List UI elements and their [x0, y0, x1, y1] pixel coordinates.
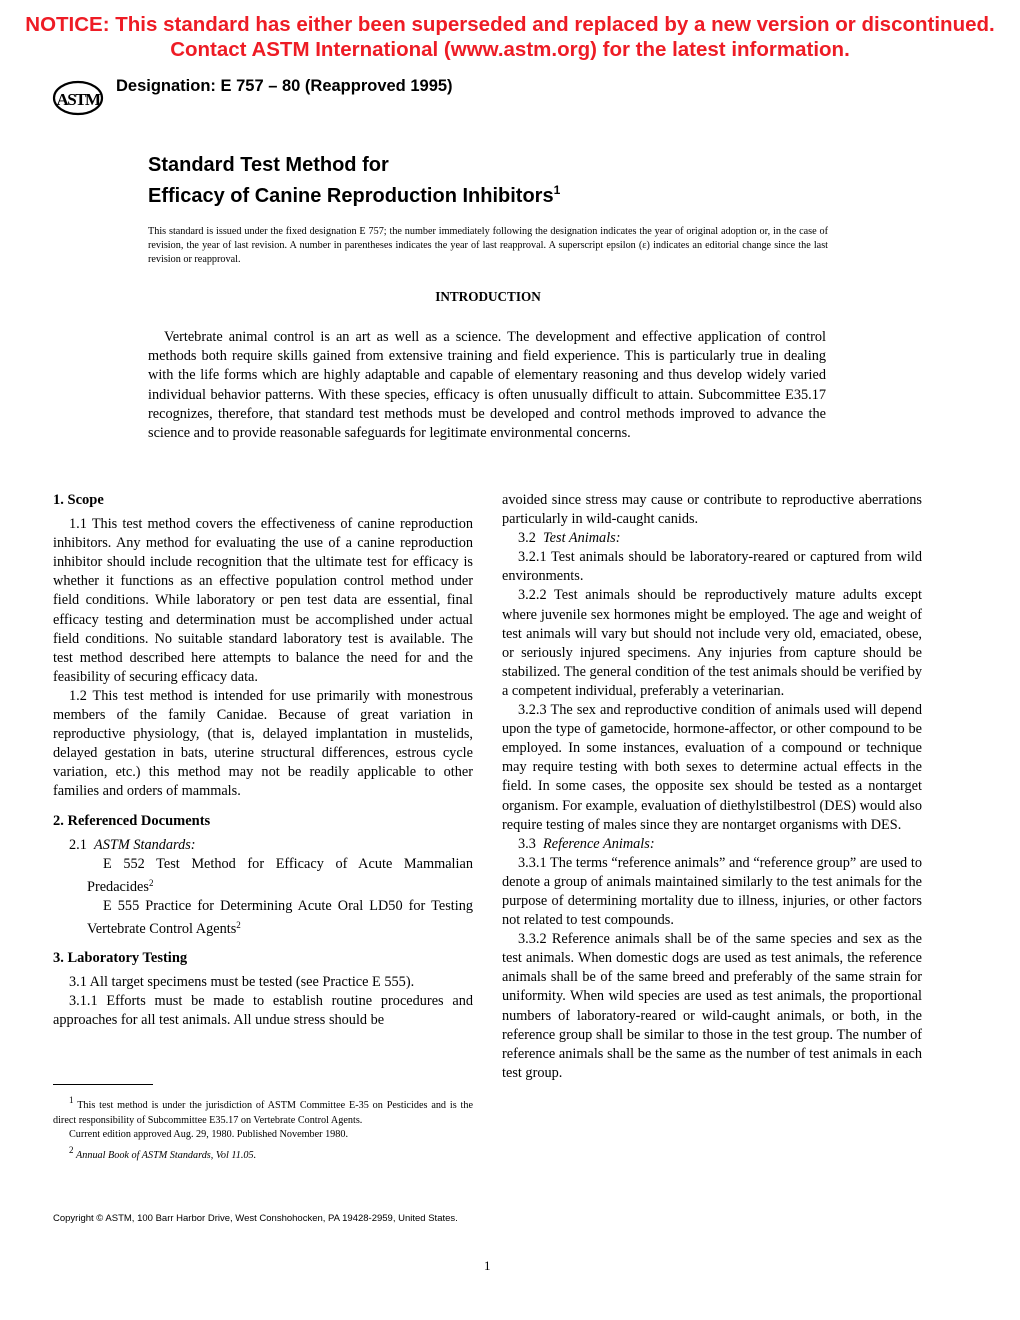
title-footnote-mark: 1: [553, 183, 561, 197]
astm-logo-icon: [52, 80, 104, 116]
notice-line-1: NOTICE: This standard has either been superseded and replaced by a new version or discontinued.: [25, 13, 995, 36]
supersession-notice: [0, 12, 1020, 62]
paragraph-3-2-2: 3.2.2 Test animals should be reproductively mature adults except where juvenile sex hormones might be employed. The age and weight of test animals will vary but should not include very old, emaciated, obese, or seriously injured specimens. Any injuries from capture should be stabilized. The general condition of the test animals should be verified by a competent individual, preferably a veterinarian.: [502, 587, 922, 699]
paragraph-3-2-1: 3.2.1 Test animals should be laboratory-reared or captured from wild environments.: [502, 549, 922, 585]
paragraph-1-2: 1.2 This test method is intended for use primarily with monestrous members of the family Canidae. Because of great variation in reproductive physiology, (that is, delayed implantation in mustelids, delayed gestation in bats, uterine structural differences, estrous cycle variation, etc.) this method may not be readily applicable to other families and orders of mammals.: [53, 687, 473, 800]
paragraph-3-1-1: 3.1.1 Efforts must be made to establish routine procedures and approaches for all test animals. All undue stress should be: [53, 993, 473, 1029]
notice-line-2: Contact ASTM International (www.astm.org) for the latest information.: [170, 38, 850, 61]
footnote-1-edition: Current edition approved Aug. 29, 1980. Published November 1980.: [69, 1129, 348, 1140]
paragraph-3-1: 3.1 All target specimens must be tested (see Practice E 555).: [69, 974, 415, 991]
reference-e552: E 552 Test Method for Efficacy of Acute Mammalian Predacides$^2$: [87, 855, 473, 895]
section-heading-laboratory-testing: 3. Laboratory Testing: [53, 950, 188, 967]
paragraph-3-2: 3.2 Test Animals:: [518, 530, 621, 547]
introduction-heading: INTRODUCTION: [435, 289, 541, 304]
section-heading-referenced-documents: 2. Referenced Documents: [53, 812, 211, 829]
paragraph-1-1: 1.1 This test method covers the effectiveness of canine reproduction inhibitors. Any method for evaluating the use of a canine reproduction inhibitor should include recognition that the ultimate test for efficacy is whether it functions as an effective population control method under field conditions. While laboratory or pen test data are essential, final efficacy testing and determination must be accomplished under actual field conditions. No suitable standard laboratory test is available. The test method described here attempts to balance the need for and the feasibility of securing efficacy data.: [53, 516, 473, 685]
introduction-text: Vertebrate animal control is an art as well as a science. The development and effective application of control methods both require skills gained from extensive training and field experience. This is particularly true in dealing with the life forms which are highly adaptable and capable of elementary reasoning and thus develop widely varied individual behavior patterns. With these species, efficacy is often unusually difficult to attain. Subcommittee E35.17 recognizes, therefore, that standard test methods must be developed and control methods improved to advance the science and to provide reasonable safeguards for legitimate environmental concerns.: [148, 329, 826, 442]
paragraph-3-3-2: 3.3.2 Reference animals shall be of the same species and sex as the test animals. When domestic dogs are used as test animals, the reference animals shall be of the same breed and preferably of the same strain for uniformity. When wild species are used as test animals, the proportional numbers of laboratory-reared or wild-caught animals, or both, in the reference group shall be similar to those in the test group. The number of reference animals shall be the same as the number of test animals in each test group.: [502, 931, 922, 1081]
copyright-notice: Copyright © ASTM, 100 Barr Harbor Drive, West Conshohocken, PA 19428-2959, United States.: [53, 1213, 458, 1224]
designation: Designation: E 757 – 80 (Reapproved 1995): [116, 77, 453, 95]
footnote-2: $^2$ Annual Book of ASTM Standards, Vol 11.05.: [69, 1144, 257, 1161]
document-title: [148, 153, 560, 209]
logo-text: ASTM: [56, 90, 100, 109]
reference-e555: E 555 Practice for Determining Acute Oral LD50 for Testing Vertebrate Control Agents$^2$: [87, 897, 473, 937]
footnote-1: $^1$ This test method is under the jurisdiction of ASTM Committee E-35 on Pesticides and is the direct responsibility of Subcommittee E35.17 on Vertebrate Control Agents.: [53, 1095, 473, 1126]
footnote-rule: [53, 1084, 153, 1085]
page-number: 1: [484, 1258, 491, 1273]
paragraph-3-3: 3.3 Reference Animals:: [518, 835, 655, 852]
paragraph-2-1: 2.1 ASTM Standards:: [69, 836, 196, 853]
footnotes: [53, 1093, 473, 1163]
left-column: [53, 491, 473, 1030]
paragraph-3-2-3: 3.2.3 The sex and reproductive condition of animals used will depend upon the type of gametocide, hormone-affector, or other compound to be employed. In some instances, evaluation of a compound or technique may require testing with both sexes to determine actual effects in the field. In some cases, the opposite sex should be tested as a nontarget organism. For example, evaluation of diethylstilbestrol (DES) would also require testing of males since they are nontarget organisms with DES.: [502, 702, 922, 833]
section-heading-scope: 1. Scope: [53, 492, 104, 508]
issuance-note: This standard is issued under the fixed designation E 757; the number immediately following the designation indicates the year of original adoption or, in the case of revision, the year of last revision. A number in parentheses indicates the year of last reapproval. A superscript epsilon (ε) indicates an editorial change since the last revision or reapproval.: [148, 226, 828, 265]
right-column: [502, 491, 922, 1083]
title-line-1: Standard Test Method for: [148, 154, 389, 176]
paragraph-3-3-1: 3.3.1 The terms “reference animals” and “reference group” are used to denote a group of animals maintained similarly to the test animals for the purpose of determining mortality due to illness, injuries, or other factors not related to test compounds.: [502, 854, 922, 929]
paragraph-3-1-1-continued: avoided since stress may cause or contribute to reproductive aberrations particularly in wild-caught canids.: [502, 492, 922, 528]
title-line-2: Efficacy of Canine Reproduction Inhibitors$^1$: [148, 183, 561, 207]
